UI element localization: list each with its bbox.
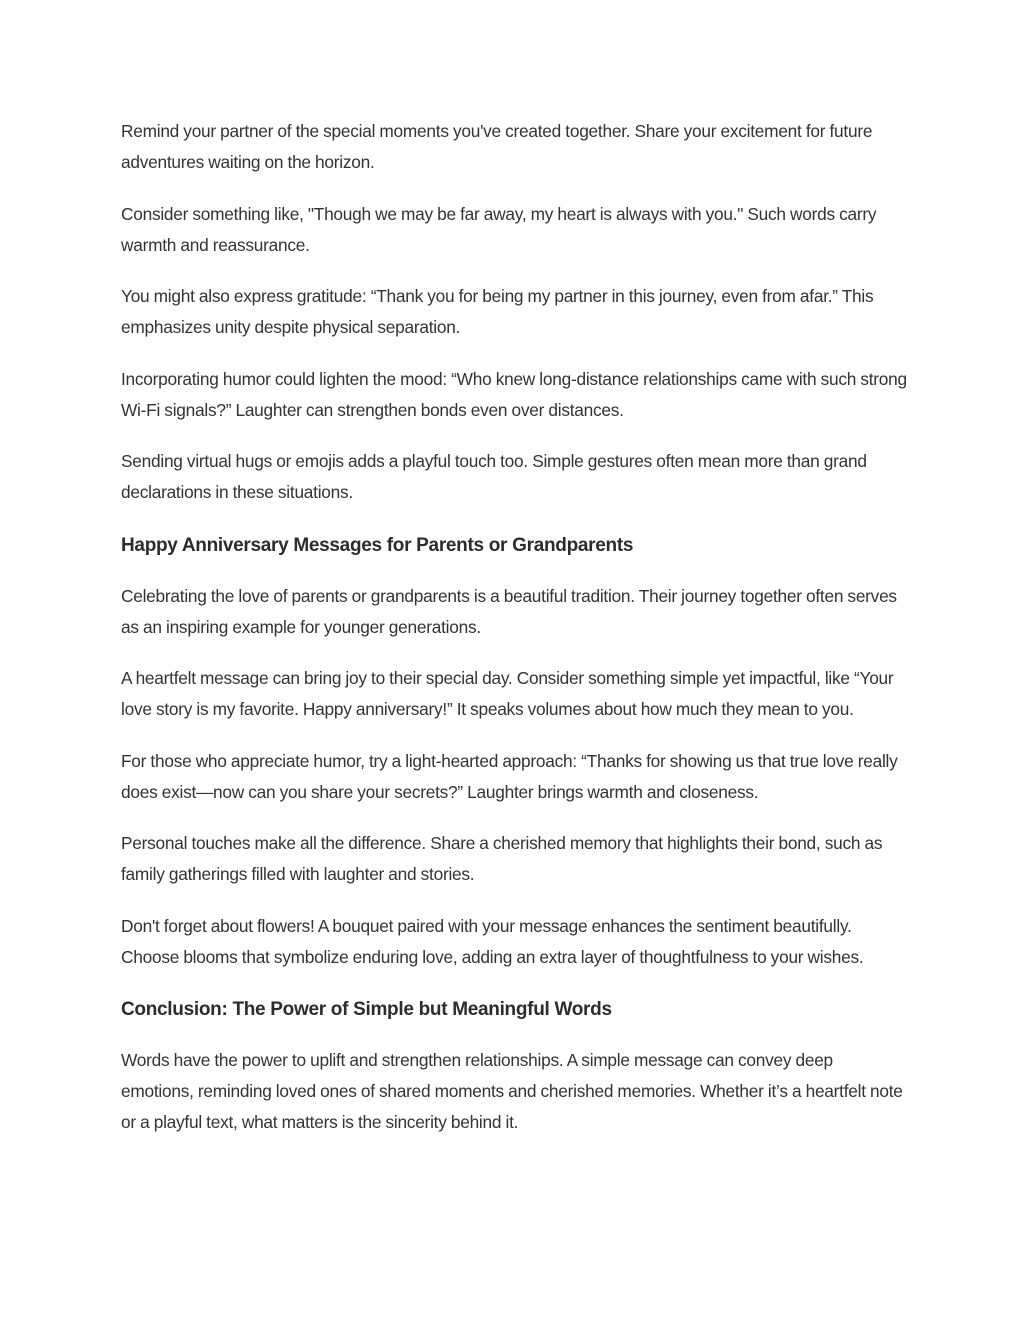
article-body xyxy=(121,116,907,1159)
paragraph-shared-moments: Remind your partner of the special moments you've created together. Share your excitement for future adventures waiting on the horizon. xyxy=(121,121,873,172)
paragraph-humor: Incorporating humor could lighten the mood: “Who knew long-distance relationships came with such strong Wi-Fi signals?” Laughter can strengthen bonds even over distances. xyxy=(121,368,907,420)
paragraph-celebrating-love: Celebrating the love of parents or grandparents is a beautiful tradition. Their journey together often serves as an inspiring example for younger generations. xyxy=(121,585,897,637)
paragraph-conclusion: Words have the power to uplift and strengthen relationships. A simple message can convey deep emotions, reminding loved ones of shared moments and cherished memories. Whether it’s a heartfelt note or a playful text, what matters is the sincerity behind it. xyxy=(121,1050,903,1132)
paragraph-gratitude: You might also express gratitude: “Thank you for being my partner in this journey, even from afar.” This emphasizes unity despite physical separation. xyxy=(121,286,874,337)
heading-parents-grandparents: Happy Anniversary Messages for Parents or Grandparents xyxy=(121,534,634,556)
paragraph-heartfelt-message: A heartfelt message can bring joy to their special day. Consider something simple yet impactful, like “Your love story is my favorite. Happy anniversary!” It speaks volumes about how much they mean to you. xyxy=(121,668,894,719)
paragraph-flowers: Don't forget about flowers! A bouquet paired with your message enhances the sentiment beautifully. Choose blooms that symbolize enduring love, adding an extra layer of thoughtfulness to your wishes. xyxy=(121,915,864,967)
paragraph-virtual-hugs: Sending virtual hugs or emojis adds a playful touch too. Simple gestures often mean more than grand declarations in these situations. xyxy=(121,451,867,502)
paragraph-far-away-quote: Consider something like, "Though we may be far away, my heart is always with you." Such words carry warmth and reassurance. xyxy=(121,203,877,255)
paragraph-personal-touches: Personal touches make all the difference. Share a cherished memory that highlights their bond, such as family gatherings filled with laughter and stories. xyxy=(121,833,883,884)
heading-conclusion: Conclusion: The Power of Simple but Meaningful Words xyxy=(121,999,612,1020)
paragraph-light-hearted: For those who appreciate humor, try a light-hearted approach: “Thanks for showing us that true love really does exist—now can you share your secrets?” Laughter brings warmth and closeness. xyxy=(121,750,898,802)
